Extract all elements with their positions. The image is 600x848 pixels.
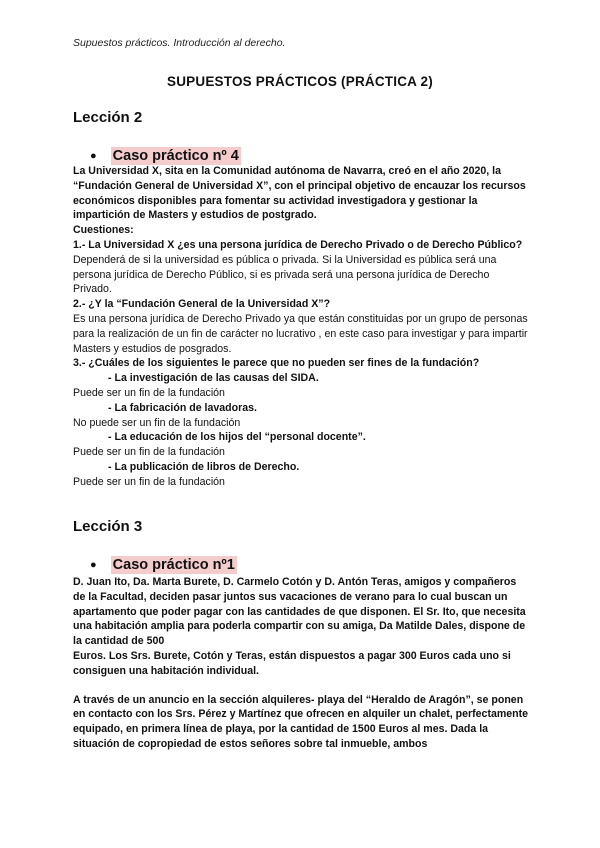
case-1-paragraph-1: D. Juan Ito, Da. Marta Burete, D. Carmelo Cotón y D. Antón Teras, amigos y compañeros de la Facultad, deciden pasar juntos sus vacaciones de verano para lo cual buscan un apartamento que poder pagar con las cantidades de que disponen. El Sr. Ito, que necesita una habitación amplia para poderla compartir con su amiga, Da Matilde Dales, dispone de la cantidad de 500 [73, 576, 526, 648]
question-1: 1.- La Universidad X ¿es una persona jurídica de Derecho Privado o de Derecho Público? [73, 238, 523, 251]
option-item: - La educación de los hijos del “personal docente”. [108, 431, 366, 444]
case-4-title: Caso práctico nº 4 [112, 148, 239, 164]
bullet-icon: ● [90, 150, 97, 162]
lesson-3-heading: Lección 3 [73, 518, 143, 535]
question-2: 2.- ¿Y la “Fundación General de la Universidad X”? [73, 298, 331, 311]
option-item: - La investigación de las causas del SIDA. [108, 372, 319, 385]
option-item: - La fabricación de lavadoras. [108, 401, 257, 414]
option-answer: No puede ser un fin de la fundación [73, 416, 241, 429]
answer-1: Dependerá de si la universidad es pública o privada. Si la Universidad es pública será una persona jurídica de Derecho Público, si es privada será una persona jurídica de Derecho Privado. [73, 253, 497, 296]
case-4-heading [90, 147, 245, 165]
option-answer: Puede ser un fin de la fundación [73, 475, 225, 488]
answer-2: Es una persona jurídica de Derecho Privado ya que están constituidas por un grupo de personas para la realización de un fin de carácter no lucrativo , en este caso para investigar y para impartir Masters y estudios de posgrados. [73, 312, 528, 355]
case-1-paragraph-2: Euros. Los Srs. Burete, Cotón y Teras, están dispuestos a pagar 300 Euros cada uno si consiguen una habitación individual. [73, 649, 511, 677]
running-header: Supuestos prácticos. Introducción al derecho. [73, 37, 286, 49]
case-4-statement: La Universidad X, sita en la Comunidad autónoma de Navarra, creó en el año 2020, la “Fundación General de Universidad X”, con el principal objetivo de encauzar los recursos económicos disponibles para fomentar su actividad investigadora y gestionar la impartición de Masters y estudios de postgrado. [73, 165, 526, 222]
option-answer: Puede ser un fin de la fundación [73, 386, 225, 399]
case-1-paragraph-3: A través de un anuncio en la sección alquileres- playa del “Heraldo de Aragón”, se ponen en contacto con los Srs. Pérez y Martínez que ofrecen en alquiler un chalet, perfectamente equipado, en primera línea de playa, por la cantidad de 1500 Euros al mes. Dada la situación de copropiedad de estos señores sobre tal inmueble, ambos [73, 693, 529, 750]
option-answer: Puede ser un fin de la fundación [73, 446, 225, 459]
question-3: 3.- ¿Cuáles de los siguientes le parece que no pueden ser fines de la fundación? [73, 357, 480, 370]
option-item: - La publicación de libros de Derecho. [108, 460, 300, 473]
questions-label: Cuestiones: [73, 224, 134, 237]
case-1-heading [90, 556, 241, 574]
lesson-2-body [73, 164, 529, 490]
bullet-icon: ● [90, 559, 97, 571]
case-1-title: Caso práctico nº1 [112, 557, 235, 573]
lesson-2-heading: Lección 2 [73, 109, 143, 126]
page-title: SUPUESTOS PRÁCTICOS (PRÁCTICA 2) [167, 74, 433, 89]
lesson-3-body [73, 575, 529, 752]
